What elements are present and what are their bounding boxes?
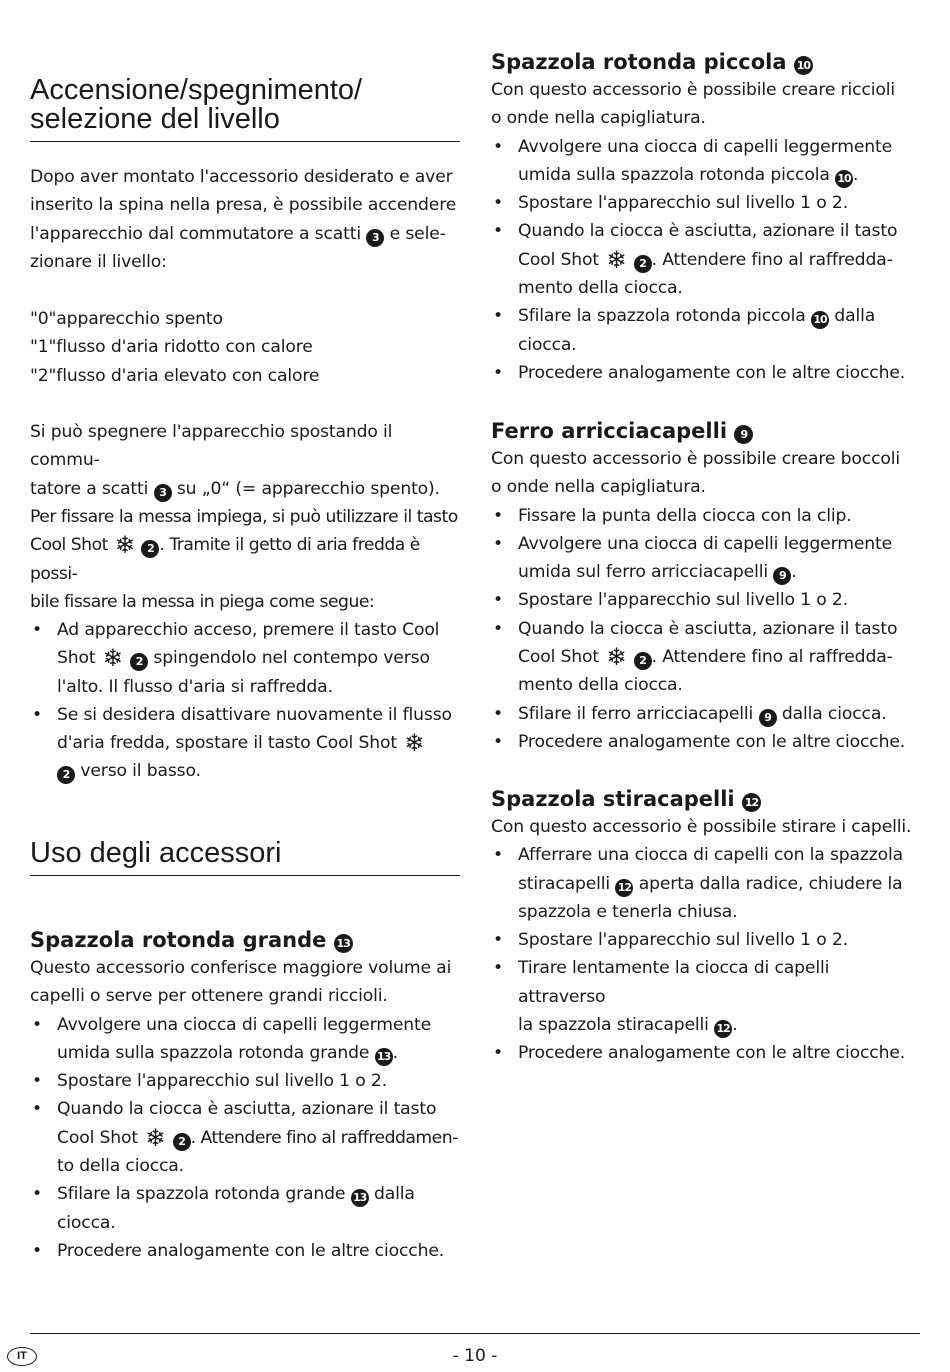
text: Con questo accessorio è possibile creare riccioli — [491, 80, 896, 100]
text: Ad apparecchio acceso, premere il tasto Cool — [57, 620, 440, 640]
heading-spazzola-piccola — [491, 48, 921, 76]
text: mento della ciocca. — [518, 675, 683, 696]
list-item — [491, 530, 921, 587]
text: Con questo accessorio è possibile creare boccoli — [491, 449, 900, 469]
section-stiracapelli — [491, 785, 921, 1068]
list-item: • Spostare l'apparecchio sul livello 1 o 2. — [491, 586, 921, 614]
text: Quando la ciocca è asciutta, azionare il tasto — [518, 221, 898, 242]
list-item — [491, 133, 921, 190]
snowflake-icon: ❄ — [404, 729, 425, 758]
list-item: • Fissare la punta della ciocca con la clip. — [491, 502, 921, 530]
text: Sfilare la spazzola rotonda piccola — [518, 306, 806, 327]
ref-number-2: 2 — [57, 766, 75, 784]
stira-intro: Con questo accessorio è possibile stirare i capelli. — [491, 817, 912, 837]
text: Si può spegnere l'apparecchio spostando il commu- — [30, 422, 393, 471]
text: spazzola e tenerla chiusa. — [518, 901, 738, 922]
text: Afferrare una ciocca di capelli con la spazzola — [518, 845, 904, 866]
text: l'apparecchio dal commutatore a scatti — [30, 223, 361, 244]
list-item: • Procedere analogamente con le altre ciocche. — [491, 359, 921, 387]
text: d'aria fredda, spostare il tasto Cool Shot — [57, 733, 397, 754]
text: dalla ciocca. — [781, 703, 887, 724]
list-item — [30, 1011, 460, 1068]
level-2: "2"flusso d'aria elevato con calore — [30, 365, 320, 386]
text: umida sul ferro arricciacapelli — [518, 562, 768, 583]
ferro-bullets — [491, 502, 921, 757]
list-item: • Spostare l'apparecchio sul livello 1 o 2. — [491, 926, 921, 954]
text: la spazzola stiracapelli — [518, 1015, 709, 1036]
text: . — [791, 562, 797, 583]
text: Quando la ciocca è asciutta, azionare il tasto — [518, 618, 898, 639]
text: Cool Shot — [57, 1127, 138, 1148]
text: o onde nella capigliatura. — [491, 477, 706, 498]
footer-divider — [30, 1333, 920, 1334]
list-item: • Procedere analogamente con le altre ciocche. — [30, 1237, 460, 1265]
section-accessori — [30, 839, 460, 876]
ref-number-13: 13 — [375, 1048, 393, 1066]
text: su „0“ (= apparecchio spento). — [176, 478, 440, 499]
ref-number-13: 13 — [351, 1189, 369, 1207]
grande-intro — [30, 954, 460, 1011]
text: Shot — [57, 648, 96, 669]
text: Questo accessorio conferisce maggiore volume ai — [30, 958, 452, 978]
text: inserito la spina nella presa, è possibile accendere — [30, 195, 457, 216]
heading-uso-accessori: Uso degli accessori — [30, 839, 460, 876]
heading-spazzola-grande — [30, 926, 460, 954]
text: . Attendere fino al raffredda- — [651, 647, 893, 668]
text: . — [732, 1015, 738, 1036]
text: ciocca. — [518, 334, 577, 355]
text: . — [392, 1042, 398, 1063]
ref-number-10: 10 — [835, 170, 853, 188]
text: Per fissare la messa impiega, si può utilizzare il tasto — [30, 507, 458, 527]
ref-number-10: 10 — [811, 311, 829, 329]
list-item: • Procedere analogamente con le altre ciocche. — [491, 728, 921, 756]
text: Spazzola rotonda grande — [30, 928, 327, 952]
section-spazzola-grande — [30, 926, 460, 1265]
text: l'alto. Il flusso d'aria si raffredda. — [57, 676, 333, 697]
text: dalla — [834, 306, 876, 327]
level-1: "1"flusso d'aria ridotto con calore — [30, 337, 313, 358]
text: Cool Shot — [518, 249, 599, 270]
text: Ferro arricciacapelli — [491, 419, 728, 443]
text: Cool Shot — [518, 647, 599, 668]
text: Avvolgere una ciocca di capelli leggermente — [518, 533, 892, 554]
section-spazzola-piccola — [491, 48, 921, 387]
heading-accensione — [30, 76, 460, 142]
ref-number-9: 9 — [734, 425, 753, 444]
ref-number-10: 10 — [794, 56, 813, 75]
text: . Attendere fino al raffredda- — [651, 249, 893, 270]
piccola-bullets — [491, 133, 921, 388]
text: e sele- — [389, 223, 446, 244]
text: . Tramite il getto di aria fredda è possi- — [30, 535, 420, 584]
ref-number-9: 9 — [773, 567, 791, 585]
grande-bullets — [30, 1011, 460, 1266]
text: capelli o serve per ottenere grandi riccioli. — [30, 986, 388, 1007]
text: Tirare lentamente la ciocca di capelli attraverso — [518, 958, 830, 1007]
list-item — [491, 302, 921, 359]
list-item — [30, 616, 460, 701]
snowflake-icon: ❄ — [606, 643, 627, 672]
list-item: • Spostare l'apparecchio sul livello 1 o 2. — [491, 189, 921, 217]
text: o onde nella capigliatura. — [491, 108, 706, 129]
snowflake-icon: ❄ — [114, 531, 135, 560]
ref-number-2: 2 — [141, 540, 159, 558]
text: Dopo aver montato l'accessorio desiderato e aver — [30, 167, 453, 187]
text: . — [853, 164, 859, 185]
stira-bullets — [491, 841, 921, 1067]
ref-number-2: 2 — [634, 255, 652, 273]
ferro-intro — [491, 445, 921, 502]
text: Avvolgere una ciocca di capelli leggermente — [518, 136, 892, 157]
text: Sfilare il ferro arricciacapelli — [518, 703, 754, 724]
list-item: • Procedere analogamente con le altre ciocche. — [491, 1039, 921, 1067]
off-paragraph — [30, 418, 460, 503]
text: aperta dalla radice, chiudere la — [638, 873, 903, 894]
list-item — [30, 701, 460, 786]
heading-line-1: Accensione/spegnimento/ — [30, 74, 363, 106]
ref-number-2: 2 — [130, 653, 148, 671]
list-item — [30, 1095, 460, 1180]
text: Se si desidera disattivare nuovamente il flusso — [57, 704, 452, 725]
list-item — [491, 954, 921, 1039]
text: Spazzola stiracapelli — [491, 787, 735, 811]
text: mento della ciocca. — [518, 278, 683, 299]
text: bile fissare la messa in piega come segue: — [30, 591, 375, 612]
heading-line-2: selezione del livello — [30, 103, 280, 135]
ref-number-9: 9 — [759, 709, 777, 727]
snowflake-icon: ❄ — [145, 1123, 166, 1152]
ref-number-2: 2 — [634, 652, 652, 670]
ref-number-2: 2 — [173, 1133, 191, 1151]
list-item — [491, 615, 921, 700]
text: ciocca. — [57, 1212, 116, 1233]
list-item — [491, 700, 921, 728]
list-item: • Spostare l'apparecchio sul livello 1 o 2. — [30, 1067, 460, 1095]
list-item — [491, 841, 921, 926]
ref-number-13: 13 — [334, 934, 353, 953]
text: Sfilare la spazzola rotonda grande — [57, 1184, 346, 1205]
ref-number-12: 12 — [714, 1020, 732, 1038]
text: zionare il livello: — [30, 251, 167, 272]
text: to della ciocca. — [57, 1156, 184, 1177]
text: Avvolgere una ciocca di capelli leggermente — [57, 1014, 431, 1035]
ref-number-12: 12 — [615, 879, 633, 897]
text: umida sulla spazzola rotonda piccola — [518, 164, 830, 185]
text: dalla — [373, 1184, 415, 1205]
section-accensione — [30, 76, 460, 142]
cool-shot-bullets — [30, 616, 460, 786]
cool-shot-paragraph — [30, 503, 460, 616]
levels-list — [30, 305, 460, 390]
text: stiracapelli — [518, 873, 611, 894]
ref-number-3: 3 — [154, 484, 172, 502]
text: Cool Shot — [30, 535, 108, 556]
page-number: - 10 - — [452, 1346, 498, 1366]
language-badge: IT — [7, 1347, 37, 1366]
heading-stiracapelli — [491, 785, 921, 813]
text: umida sulla spazzola rotonda grande — [57, 1042, 370, 1063]
text: tatore a scatti — [30, 478, 149, 499]
intro-paragraph — [30, 163, 460, 276]
heading-ferro — [491, 417, 921, 445]
list-item — [491, 217, 921, 302]
snowflake-icon: ❄ — [606, 245, 627, 274]
text: Spazzola rotonda piccola — [491, 50, 787, 74]
snowflake-icon: ❄ — [102, 644, 123, 673]
ref-number-3: 3 — [366, 229, 384, 247]
list-item — [30, 1180, 460, 1237]
section-ferro — [491, 417, 921, 756]
text: Quando la ciocca è asciutta, azionare il tasto — [57, 1099, 437, 1120]
text: . Attendere fino al raffreddamen- — [190, 1127, 458, 1148]
level-0: "0"apparecchio spento — [30, 309, 223, 329]
piccola-intro — [491, 76, 921, 133]
text: spingendolo nel contempo verso — [153, 648, 430, 669]
text: verso il basso. — [80, 761, 201, 782]
ref-number-12: 12 — [742, 793, 761, 812]
